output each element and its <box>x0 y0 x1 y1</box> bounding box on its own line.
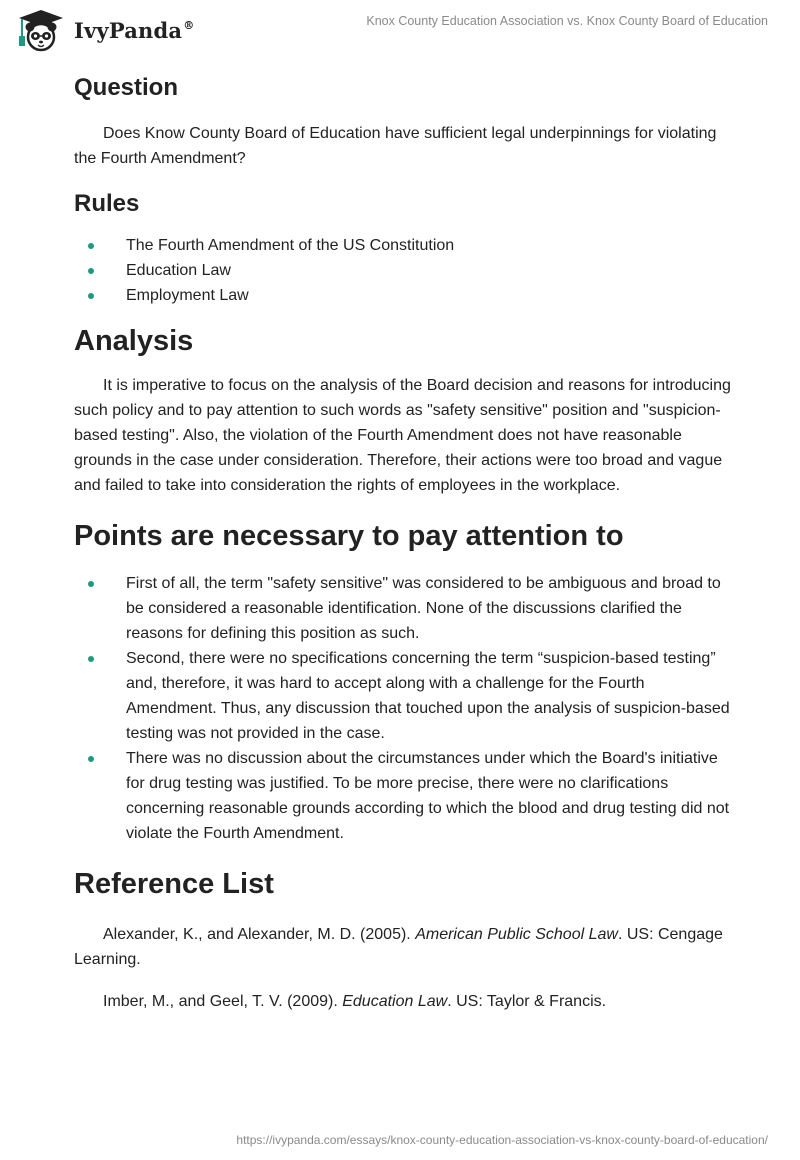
panda-graduate-icon <box>14 8 68 52</box>
bullet-dot-icon <box>88 293 94 299</box>
question-heading: Question <box>74 74 179 101</box>
reference-title: Education Law <box>342 993 448 1010</box>
question-text: Does Know County Board of Education have sufficient legal underpinnings for violating the Fourth Amendment? <box>74 125 717 167</box>
list-item: There was no discussion about the circumstances under which the Board's initiative for drug testing was justified. To be more precise, there were no clarifications concerning reasonable grounds according to which the blood and drug testing did not violate the Fourth Amendment. <box>74 746 734 846</box>
points-heading: Points are necessary to pay attention to <box>74 520 624 552</box>
analysis-text: It is imperative to focus on the analysis of the Board decision and reasons for introducing such policy and to pay attention to such words as "safety sensitive" position and "suspicion-based testing". Also, the violation of the Fourth Amendment does not have reasonable grounds in the case under consideration. Therefore, their actions were too broad and vague and failed to take into consideration the rights of employees in the workplace. <box>74 377 731 494</box>
bullet-dot-icon <box>88 243 94 249</box>
registered-mark: ® <box>183 18 195 32</box>
bullet-dot-icon <box>88 268 94 274</box>
page-header <box>0 0 800 60</box>
analysis-heading: Analysis <box>74 325 194 357</box>
references-heading: Reference List <box>74 868 274 900</box>
list-item: First of all, the term "safety sensitive" was considered to be ambiguous and broad to be considered a reasonable identification. None of the discussions clarified the reasons for defining this position as such. <box>74 571 734 646</box>
list-item: Education Law <box>74 258 734 283</box>
points-list <box>74 571 734 846</box>
rules-list <box>74 233 734 308</box>
source-url[interactable]: https://ivypanda.com/essays/knox-county-education-association-vs-knox-county-board-of-education/ <box>236 1133 768 1147</box>
brand-name: IvyPanda® <box>74 17 195 43</box>
list-item: Second, there were no specifications concerning the term “suspicion-based testing” and, therefore, it was hard to accept along with a challenge for the Fourth Amendment. Thus, any discussion that touched upon the analysis of suspicion-based testing was not provided in the case. <box>74 646 734 746</box>
essay-content <box>74 70 734 1014</box>
document-title: Knox County Education Association vs. Knox County Board of Education <box>366 14 768 28</box>
list-item: The Fourth Amendment of the US Constitution <box>74 233 734 258</box>
reference-title: American Public School Law <box>415 926 618 943</box>
bullet-dot-icon <box>88 656 94 662</box>
bullet-dot-icon <box>88 756 94 762</box>
list-item: Employment Law <box>74 283 734 308</box>
rules-heading: Rules <box>74 190 140 217</box>
bullet-dot-icon <box>88 581 94 587</box>
reference-entry: Imber, M., and Geel, T. V. (2009). Education Law. US: Taylor & Francis. <box>103 993 607 1010</box>
reference-entry: Alexander, K., and Alexander, M. D. (2005). American Public School Law. US: Cengage Learning. <box>74 926 723 968</box>
ivypanda-logo[interactable] <box>14 8 194 52</box>
